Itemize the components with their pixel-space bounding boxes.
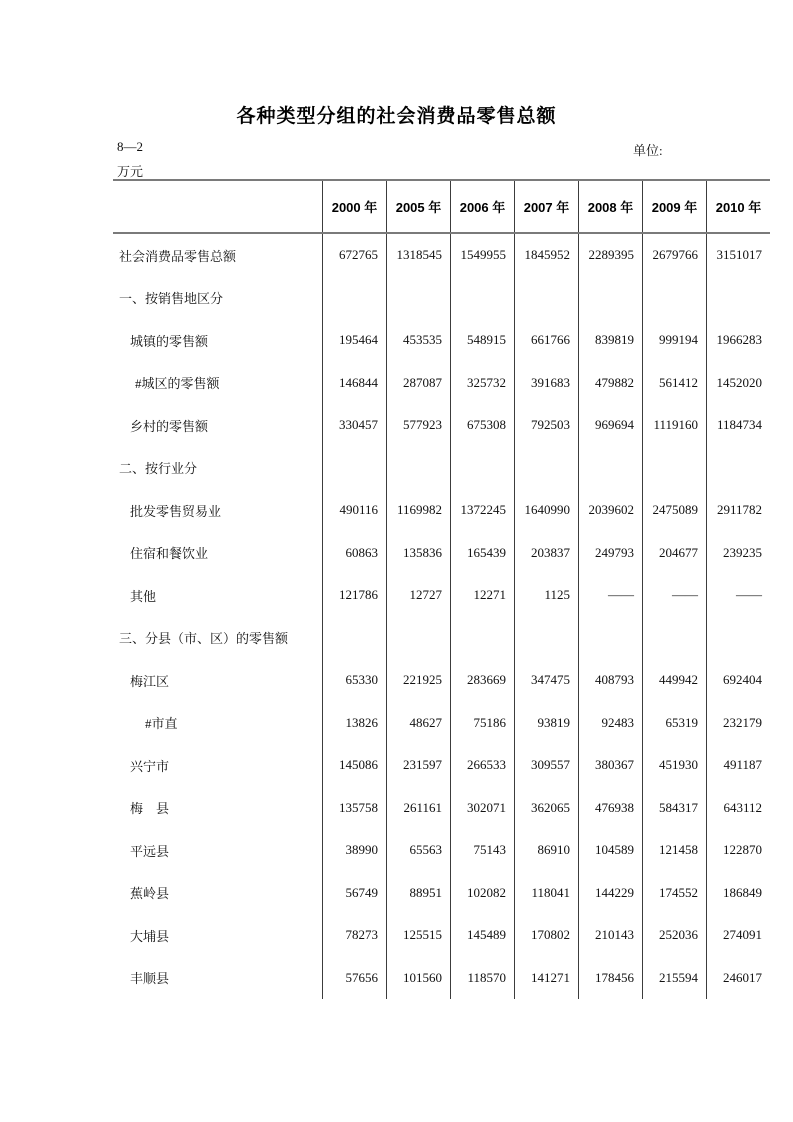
table-row [113, 404, 770, 447]
value-cell: 325732 [450, 362, 514, 405]
row-label-cell: 蕉岭县 [130, 886, 170, 902]
table-row [113, 617, 770, 660]
value-cell [578, 447, 642, 490]
value-cell: 215594 [642, 957, 706, 1000]
unit-label: 单位: [633, 143, 663, 158]
value-cell: 661766 [514, 319, 578, 362]
row-label-cell: 梅 县 [130, 801, 170, 817]
value-cell: 1119160 [642, 404, 706, 447]
value-cell [386, 277, 450, 320]
value-cell: 561412 [642, 362, 706, 405]
year-header-cell: 2006 年 [450, 181, 514, 232]
value-cell: 121458 [642, 829, 706, 872]
value-cell [706, 617, 770, 660]
value-cell: 1452020 [706, 362, 770, 405]
table-row [113, 787, 770, 830]
value-cell: 584317 [642, 787, 706, 830]
value-cell: 203837 [514, 532, 578, 575]
value-cell: 1845952 [514, 234, 578, 277]
table-row [113, 277, 770, 320]
table-row [113, 914, 770, 957]
value-cell: 12271 [450, 574, 514, 617]
value-cell: 453535 [386, 319, 450, 362]
table-row [113, 362, 770, 405]
value-cell: 330457 [322, 404, 386, 447]
row-label-cell: 批发零售贸易业 [130, 503, 222, 519]
row-label-cell: 一、按销售地区分 [119, 291, 224, 307]
value-cell [706, 277, 770, 320]
table-row [113, 532, 770, 575]
unit-value: 万元 [117, 164, 144, 179]
row-label-cell: 梅江区 [130, 673, 170, 689]
value-cell: 2679766 [642, 234, 706, 277]
row-label-cell: #城区的零售额 [135, 376, 220, 392]
value-cell: 48627 [386, 702, 450, 745]
table-row [113, 744, 770, 787]
value-cell: 249793 [578, 532, 642, 575]
value-cell: 102082 [450, 872, 514, 915]
year-header-cell: 2008 年 [578, 181, 642, 232]
value-cell: 65330 [322, 659, 386, 702]
value-cell: 210143 [578, 914, 642, 957]
value-cell: 287087 [386, 362, 450, 405]
value-cell [386, 617, 450, 660]
value-cell [450, 447, 514, 490]
value-cell [386, 447, 450, 490]
year-header-cell: 2009 年 [642, 181, 706, 232]
table-header-row [113, 181, 770, 234]
value-cell: 145086 [322, 744, 386, 787]
value-cell: 86910 [514, 829, 578, 872]
year-header-cell: 2010 年 [706, 181, 770, 232]
value-cell [642, 447, 706, 490]
row-label-cell: #市直 [145, 716, 178, 732]
row-label-cell: 其他 [130, 588, 157, 604]
value-cell: 56749 [322, 872, 386, 915]
value-cell: 104589 [578, 829, 642, 872]
value-cell [322, 617, 386, 660]
value-cell: 146844 [322, 362, 386, 405]
row-label-cell: 三、分县（市、区）的零售额 [119, 631, 289, 647]
value-cell: 246017 [706, 957, 770, 1000]
page-title: 各种类型分组的社会消费品零售总额 [236, 106, 557, 127]
value-cell: 65563 [386, 829, 450, 872]
value-cell: 174552 [642, 872, 706, 915]
value-cell: 13826 [322, 702, 386, 745]
value-cell: 1318545 [386, 234, 450, 277]
value-cell: 675308 [450, 404, 514, 447]
value-cell: 451930 [642, 744, 706, 787]
value-cell: 78273 [322, 914, 386, 957]
value-cell: 186849 [706, 872, 770, 915]
value-cell: 391683 [514, 362, 578, 405]
table-code: 8—2 [117, 139, 143, 154]
value-cell: 60863 [322, 532, 386, 575]
value-cell: 88951 [386, 872, 450, 915]
value-cell: 476938 [578, 787, 642, 830]
value-cell: 2039602 [578, 489, 642, 532]
value-cell: 1125 [514, 574, 578, 617]
value-cell: 93819 [514, 702, 578, 745]
corner-cell [113, 181, 322, 232]
value-cell: 3151017 [706, 234, 770, 277]
value-cell: 548915 [450, 319, 514, 362]
table-row [113, 702, 770, 745]
value-cell: 692404 [706, 659, 770, 702]
value-cell: 38990 [322, 829, 386, 872]
value-cell: 231597 [386, 744, 450, 787]
value-cell: 1549955 [450, 234, 514, 277]
value-cell [578, 617, 642, 660]
value-cell: 302071 [450, 787, 514, 830]
value-cell: 969694 [578, 404, 642, 447]
value-cell: 283669 [450, 659, 514, 702]
value-cell: 999194 [642, 319, 706, 362]
value-cell: 1640990 [514, 489, 578, 532]
value-cell: 239235 [706, 532, 770, 575]
value-cell: 135758 [322, 787, 386, 830]
table-row [113, 574, 770, 617]
row-label-cell: 城镇的零售额 [130, 333, 209, 349]
value-cell: 195464 [322, 319, 386, 362]
table-row [113, 319, 770, 362]
value-cell [322, 277, 386, 320]
table-row [113, 957, 770, 1000]
value-cell: 135836 [386, 532, 450, 575]
value-cell: 1169982 [386, 489, 450, 532]
value-cell: 144229 [578, 872, 642, 915]
table-row [113, 447, 770, 490]
value-cell: 1966283 [706, 319, 770, 362]
value-cell: 65319 [642, 702, 706, 745]
value-cell [322, 447, 386, 490]
year-header-cell: 2005 年 [386, 181, 450, 232]
value-cell: 118041 [514, 872, 578, 915]
year-header-cell: 2007 年 [514, 181, 578, 232]
value-cell: 490116 [322, 489, 386, 532]
value-cell: 252036 [642, 914, 706, 957]
row-label-cell: 平远县 [130, 843, 170, 859]
value-cell [642, 277, 706, 320]
value-cell: 170802 [514, 914, 578, 957]
value-cell: 2475089 [642, 489, 706, 532]
value-cell: 118570 [450, 957, 514, 1000]
value-cell: 12727 [386, 574, 450, 617]
value-cell: —— [578, 574, 642, 617]
table-row [113, 872, 770, 915]
value-cell: 122870 [706, 829, 770, 872]
value-cell [578, 277, 642, 320]
value-cell: 125515 [386, 914, 450, 957]
value-cell: 75186 [450, 702, 514, 745]
value-cell: 141271 [514, 957, 578, 1000]
retail-sales-table [113, 179, 770, 999]
value-cell: 672765 [322, 234, 386, 277]
row-label-cell: 住宿和餐饮业 [130, 546, 209, 562]
row-label-cell: 兴宁市 [130, 758, 170, 774]
value-cell: 204677 [642, 532, 706, 575]
value-cell [514, 617, 578, 660]
row-label-cell: 社会消费品零售总额 [119, 248, 237, 264]
value-cell: 839819 [578, 319, 642, 362]
year-header-cell: 2000 年 [322, 181, 386, 232]
value-cell: 75143 [450, 829, 514, 872]
row-label-cell: 乡村的零售额 [130, 418, 209, 434]
value-cell: 57656 [322, 957, 386, 1000]
value-cell: 101560 [386, 957, 450, 1000]
value-cell: 274091 [706, 914, 770, 957]
table-row [113, 829, 770, 872]
value-cell: 232179 [706, 702, 770, 745]
value-cell [514, 447, 578, 490]
row-label-cell: 二、按行业分 [119, 461, 198, 477]
value-cell: 408793 [578, 659, 642, 702]
value-cell: 92483 [578, 702, 642, 745]
value-cell: 145489 [450, 914, 514, 957]
value-cell: 261161 [386, 787, 450, 830]
value-cell: 643112 [706, 787, 770, 830]
table-row [113, 659, 770, 702]
value-cell [514, 277, 578, 320]
row-label-cell: 丰顺县 [130, 971, 170, 987]
value-cell: 479882 [578, 362, 642, 405]
value-cell: 1372245 [450, 489, 514, 532]
value-cell: 449942 [642, 659, 706, 702]
value-cell [706, 447, 770, 490]
value-cell: 362065 [514, 787, 578, 830]
value-cell: 491187 [706, 744, 770, 787]
value-cell: 121786 [322, 574, 386, 617]
value-cell: —— [642, 574, 706, 617]
value-cell: 178456 [578, 957, 642, 1000]
value-cell: 165439 [450, 532, 514, 575]
table-body [113, 234, 770, 999]
value-cell: 221925 [386, 659, 450, 702]
value-cell [642, 617, 706, 660]
table-row [113, 234, 770, 277]
value-cell: 792503 [514, 404, 578, 447]
value-cell: 380367 [578, 744, 642, 787]
value-cell: 2289395 [578, 234, 642, 277]
value-cell: 577923 [386, 404, 450, 447]
value-cell: 2911782 [706, 489, 770, 532]
value-cell: —— [706, 574, 770, 617]
value-cell [450, 617, 514, 660]
value-cell: 309557 [514, 744, 578, 787]
row-label-cell: 大埔县 [130, 928, 170, 944]
value-cell: 266533 [450, 744, 514, 787]
value-cell [450, 277, 514, 320]
table-row [113, 489, 770, 532]
value-cell: 1184734 [706, 404, 770, 447]
value-cell: 347475 [514, 659, 578, 702]
